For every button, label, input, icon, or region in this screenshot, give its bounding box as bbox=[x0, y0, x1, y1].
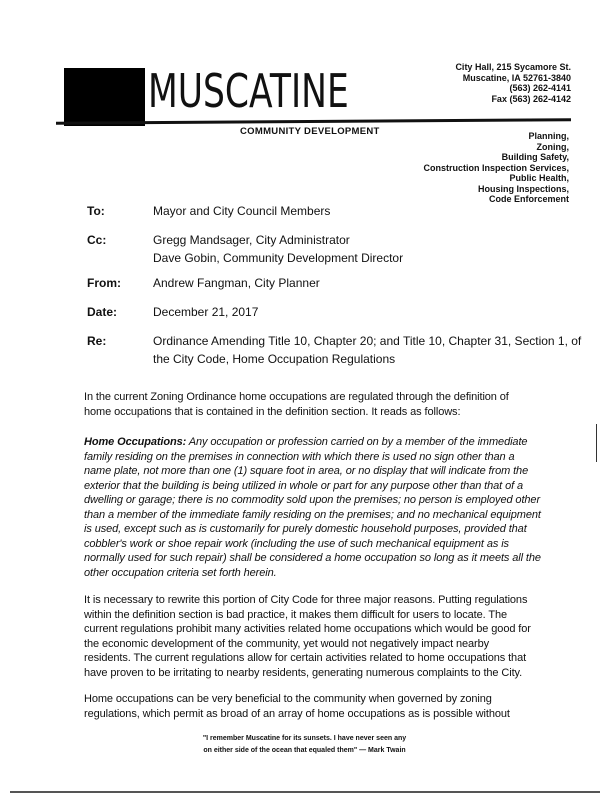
paragraph-definition bbox=[84, 435, 541, 580]
cc-line: Dave Gobin, Community Development Director bbox=[153, 251, 404, 265]
text-line: exterior that the building is being utilized in whole or part for any purpose other than that of a bbox=[84, 479, 524, 492]
text-line: It is necessary to rewrite this portion of City Code for three major reasons. Putting regulations bbox=[84, 594, 528, 606]
logo-mark bbox=[64, 68, 145, 126]
to-value: Mayor and City Council Members bbox=[153, 204, 331, 218]
service-item: Public Health, bbox=[509, 173, 569, 183]
from-label: From: bbox=[87, 276, 121, 290]
text-line: current regulations prohibit many activities related home occupations which would be good for bbox=[84, 623, 531, 635]
text-line: other occupation criteria set forth herein. bbox=[84, 566, 277, 579]
footer-rule bbox=[10, 791, 600, 793]
text-line: In the current Zoning Ordinance home occupations are regulated through the definition of bbox=[84, 391, 509, 403]
text-line: Home occupations can be very beneficial to the community when governed by zoning bbox=[84, 693, 492, 705]
date-value: December 21, 2017 bbox=[153, 305, 259, 319]
text-line: residents. The current regulations allow for certain activities related to home occupations that bbox=[84, 652, 527, 664]
paragraph-1 bbox=[84, 390, 509, 419]
service-item: Code Enforcement bbox=[488, 194, 569, 204]
text-line: Any occupation or profession carried on by a member of the immediate bbox=[186, 436, 528, 448]
cc-value bbox=[153, 231, 403, 267]
quote-line: on either side of the ocean that equaled them" — Mark Twain bbox=[203, 747, 406, 754]
services-list bbox=[423, 131, 569, 205]
text-line: normally used for such repair) shall be considered a home occupation so long as it meets all the bbox=[84, 552, 541, 564]
fax: Fax (563) 262-4142 bbox=[491, 93, 571, 104]
department-name: COMMUNITY DEVELOPMENT bbox=[240, 126, 380, 137]
text-line: name plate, not more than one (1) square foot in area, or no display that will indicate from the bbox=[84, 465, 529, 477]
paragraph-3 bbox=[84, 593, 531, 680]
text-line: have proven to be irritating to nearby residents, generating numerous complaints to the City. bbox=[84, 666, 523, 679]
text-line: home occupations that is contained in the definition section. It reads as follows: bbox=[84, 405, 461, 418]
phone: (563) 262-4141 bbox=[509, 83, 571, 93]
defined-term: Home Occupations: bbox=[84, 436, 187, 448]
service-item: Zoning, bbox=[536, 141, 569, 152]
cc-line: Gregg Mandsager, City Administrator bbox=[153, 233, 350, 247]
cc-label: Cc: bbox=[87, 233, 107, 247]
from-value: Andrew Fangman, City Planner bbox=[153, 276, 320, 290]
date-label: Date: bbox=[87, 305, 118, 319]
to-label: To: bbox=[87, 204, 105, 218]
footer-quote bbox=[0, 733, 609, 757]
re-line: the City Code, Home Occupation Regulations bbox=[153, 352, 396, 366]
address-line: City Hall, 215 Sycamore St. bbox=[455, 62, 571, 72]
text-line: is used, except such as is customarily for purely domestic household purposes, provided that bbox=[84, 523, 527, 535]
re-label: Re: bbox=[87, 334, 107, 348]
scan-mark bbox=[596, 424, 597, 462]
quote-line: "I remember Muscatine for its sunsets. I have never seen any bbox=[202, 735, 407, 742]
text-line: dwelling or garage; there is no commodity sold upon the premises; no person is employed other bbox=[84, 494, 541, 506]
text-line: family residing on the premises in connection with which there is used no sign other than a bbox=[84, 450, 515, 463]
address-block bbox=[455, 62, 571, 104]
service-item: Housing Inspections, bbox=[477, 183, 569, 194]
re-line: Ordinance Amending Title 10, Chapter 20; and Title 10, Chapter 31, Section 1, of bbox=[153, 334, 582, 348]
service-item: Planning, bbox=[528, 131, 569, 141]
text-line: within the definition section is bad practice, it makes them difficult for users to locate. The bbox=[84, 608, 507, 621]
service-item: Building Safety, bbox=[501, 152, 569, 162]
paragraph-4 bbox=[84, 692, 510, 721]
text-line: cobbler's work or shoe repair work (including the use of such mechanical equipment as is bbox=[84, 537, 509, 550]
logo-wordmark: MUSCATINE bbox=[148, 64, 349, 118]
re-value bbox=[153, 332, 581, 368]
address-line: Muscatine, IA 52761-3840 bbox=[462, 72, 571, 83]
text-line: the economic development of the community, yet would not negatively impact nearby bbox=[84, 637, 490, 650]
service-item: Construction Inspection Services, bbox=[423, 162, 569, 173]
text-line: regulations, which permit as broad of an array of home occupations as is possible without bbox=[84, 707, 510, 720]
text-line: than a member of the immediate family residing on the premises; and no mechanical equipment bbox=[84, 508, 541, 521]
